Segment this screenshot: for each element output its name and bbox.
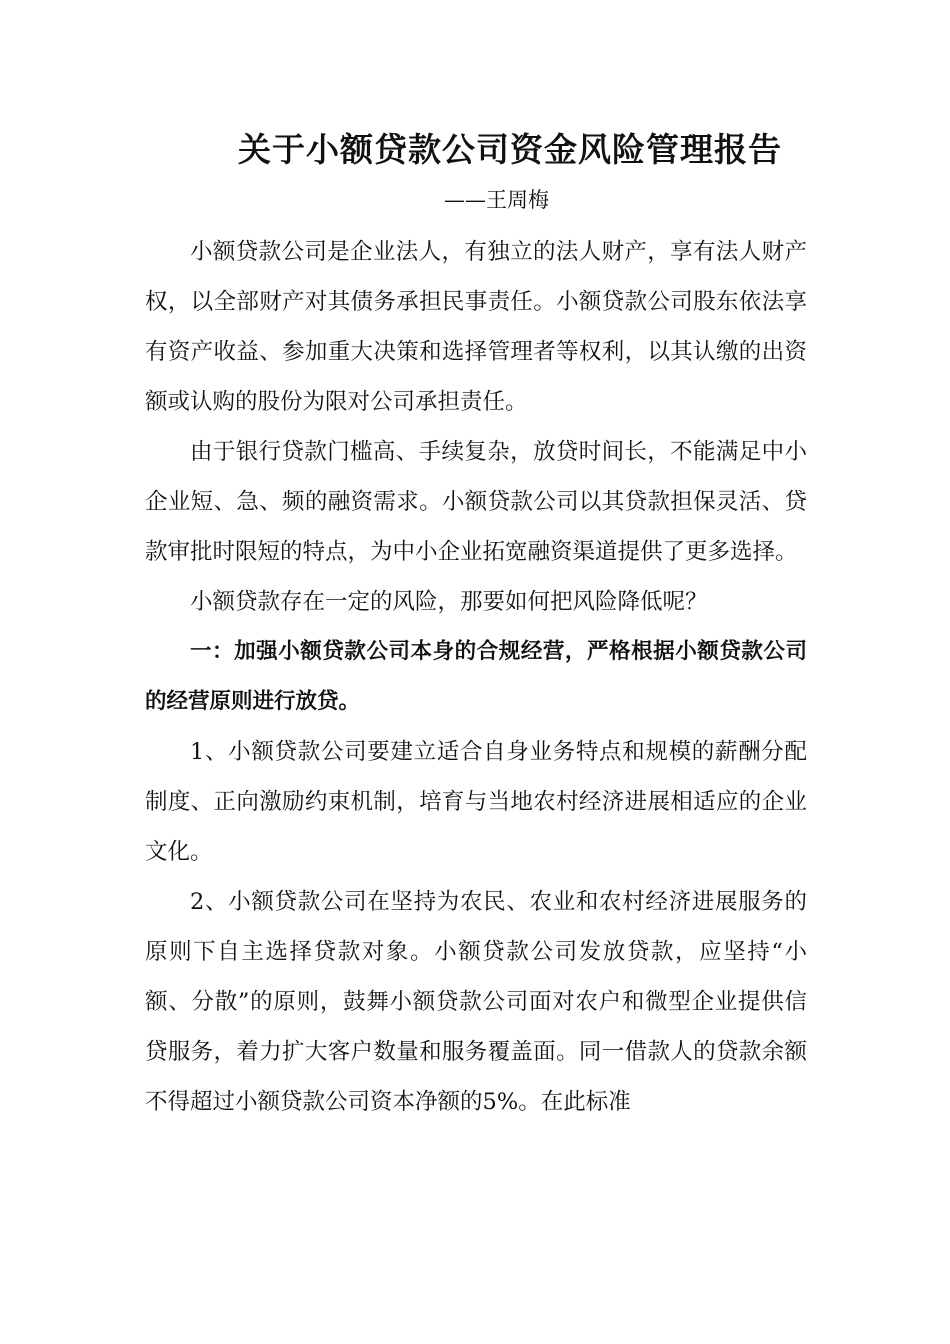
section-heading-compliance: 一：加强小额贷款公司本身的合规经营，严格根据小额贷款公司的经营原则进行放贷。 [145,639,807,714]
paragraph-legal-status: 小额贷款公司是企业法人，有独立的法人财产，享有法人财产权，以全部财产对其债务承担民事责任。小额贷款公司股东依法享有资产收益、参加重大决策和选择管理者等权利，以其认缴的出资额或认购的股份为限对公司承担责任。 [145,239,807,415]
document-author: ——王周梅 [444,188,549,212]
document-body [145,227,807,1127]
paragraph-risk-question: 小额贷款存在一定的风险，那要如何把风险降低呢？ [190,589,708,615]
document-title: 关于小额贷款公司资金风险管理报告 [238,130,782,169]
paragraph-item-1: 1、小额贷款公司要建立适合自身业务特点和规模的薪酬分配制度、正向激励约束机制，培育与当地农村经济进展相适应的企业文化。 [145,739,807,865]
paragraph-bank-comparison: 由于银行贷款门槛高、手续复杂，放贷时间长，不能满足中小企业短、急、频的融资需求。小额贷款公司以其贷款担保灵活、贷款审批时限短的特点，为中小企业拓宽融资渠道提供了更多选择。 [145,439,807,565]
paragraph-item-2: 2、小额贷款公司在坚持为农民、农业和农村经济进展服务的原则下自主选择贷款对象。小额贷款公司发放贷款，应坚持“小额、分散”的原则，鼓舞小额贷款公司面对农户和微型企业提供信贷服务，着力扩大客户数量和服务覆盖面。同一借款人的贷款余额不得超过小额贷款公司资本净额的5%。在此标准 [145,889,807,1115]
